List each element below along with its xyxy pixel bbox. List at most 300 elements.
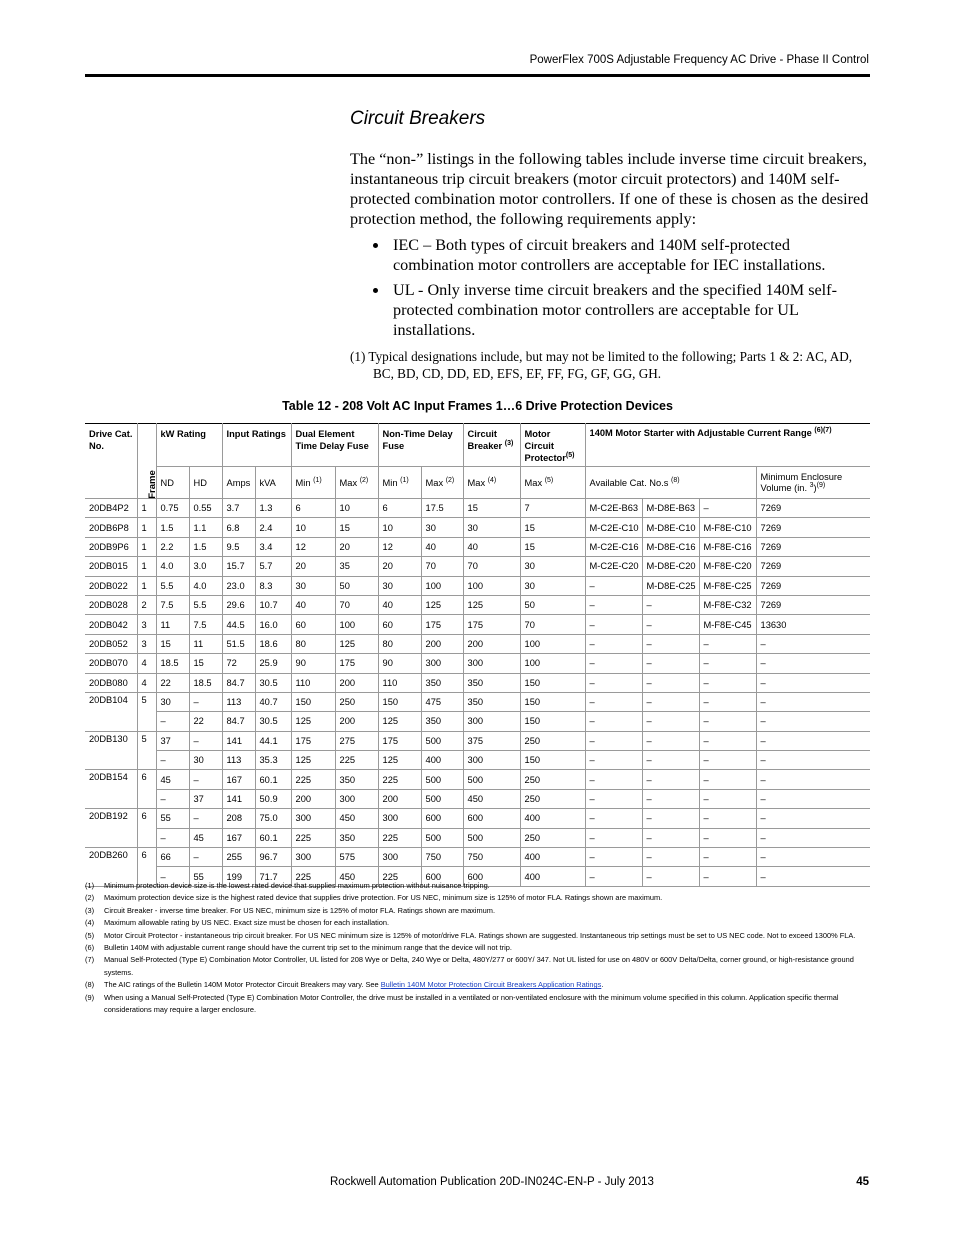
table-cell: 1 <box>137 518 156 537</box>
header-frame <box>137 424 156 499</box>
table-row <box>85 809 870 828</box>
table-cell: 22 <box>189 712 222 731</box>
table-cell: 37 <box>189 789 222 808</box>
table-row <box>85 654 870 673</box>
table-cell: 20DB070 <box>85 654 137 673</box>
table-cell: – <box>756 809 870 828</box>
table-cell: 75.0 <box>255 809 291 828</box>
table-cell: 150 <box>378 692 421 711</box>
table-cell: 30.5 <box>255 712 291 731</box>
header-circuit-breaker <box>463 424 520 467</box>
table-cell: 20DB154 <box>85 770 137 809</box>
table-cell: 10 <box>291 518 335 537</box>
subheader-min-label: Min <box>295 477 311 488</box>
table-cell: – <box>585 751 642 770</box>
table-cell: 750 <box>421 848 463 867</box>
table-cell: 7269 <box>756 595 870 614</box>
requirements-list <box>350 235 870 340</box>
table-cell: 475 <box>421 692 463 711</box>
table-cell: 208 <box>222 809 255 828</box>
table-cell: 0.75 <box>156 499 189 518</box>
section-title: Circuit Breakers <box>350 108 486 129</box>
table-cell: M-C2E-C10 <box>585 518 642 537</box>
table-cell: 4.0 <box>156 557 189 576</box>
table-cell: 17.5 <box>421 499 463 518</box>
table-cell: – <box>156 712 189 731</box>
table-cell: 9.5 <box>222 537 255 556</box>
table-cell: 60.1 <box>255 770 291 789</box>
footnote-ref: (6)(7) <box>814 426 832 434</box>
table-cell: 50 <box>520 595 585 614</box>
table-cell: M-D8E-B63 <box>642 499 699 518</box>
table-cell: 30.5 <box>255 673 291 692</box>
table-cell: M-D8E-C20 <box>642 557 699 576</box>
table-cell: 125 <box>291 712 335 731</box>
table-cell: M-F8E-C45 <box>699 615 756 634</box>
table-cell: 200 <box>463 634 520 653</box>
table-row <box>85 518 870 537</box>
table-cell: 30 <box>463 518 520 537</box>
header-motor-circuit-protector <box>520 424 585 467</box>
page-number: 45 <box>856 1176 869 1188</box>
footnote-text <box>104 917 870 929</box>
table-cell: 30 <box>378 576 421 595</box>
bullet-item-ul <box>350 280 870 340</box>
footnote-body: Circuit Breaker - inverse time breaker. For US NEC, minimum size is 125% of motor FLA. Ratings shown are maximum. <box>104 905 495 915</box>
table-cell: – <box>699 751 756 770</box>
table-cell: 250 <box>335 692 378 711</box>
table-cell: 250 <box>520 789 585 808</box>
table-body <box>85 499 870 887</box>
subheader-available-cat <box>585 467 756 499</box>
table-title: Table 12 - 208 Volt AC Input Frames 1…6 Drive Protection Devices <box>282 399 673 413</box>
table-header-row <box>85 424 870 467</box>
table-cell: 12 <box>378 537 421 556</box>
table-cell: 15 <box>335 518 378 537</box>
table-row <box>85 499 870 518</box>
footnote-number: (8) <box>85 980 95 990</box>
table-cell: – <box>642 770 699 789</box>
table-cell: 7269 <box>756 576 870 595</box>
footnote-text <box>104 930 870 942</box>
table-cell: 30 <box>421 518 463 537</box>
table-cell: – <box>585 789 642 808</box>
table-cell: M-D8E-C16 <box>642 537 699 556</box>
footnote <box>85 905 870 917</box>
table-cell: 375 <box>463 731 520 750</box>
table-cell: 20DB080 <box>85 673 137 692</box>
subheader-dual-min <box>291 467 335 499</box>
table-cell: 125 <box>291 751 335 770</box>
table-cell: 50 <box>335 576 378 595</box>
table-cell: 18.6 <box>255 634 291 653</box>
footnote-number: (9) <box>85 992 95 1002</box>
table-cell: – <box>756 692 870 711</box>
table-cell: 1.3 <box>255 499 291 518</box>
table-cell: 350 <box>463 673 520 692</box>
protection-table-wrap <box>85 423 870 887</box>
table-cell: 20 <box>335 537 378 556</box>
table-cell: – <box>642 809 699 828</box>
footnote-text <box>104 880 870 892</box>
table-cell: 30 <box>291 576 335 595</box>
footer-publication: Rockwell Automation Publication 20D-IN024C-EN-P - July 2013 <box>330 1176 654 1188</box>
footnote <box>85 979 870 991</box>
subheader-nd: ND <box>156 467 189 499</box>
table-cell: 44.1 <box>255 731 291 750</box>
table-row <box>85 828 870 847</box>
table-cell: 40 <box>421 537 463 556</box>
subheader-enclosure-close: ) <box>813 482 817 493</box>
table-cell: 96.7 <box>255 848 291 867</box>
table-cell: 10 <box>378 518 421 537</box>
table-cell: 500 <box>463 828 520 847</box>
table-cell: 255 <box>222 848 255 867</box>
table-cell: 125 <box>378 751 421 770</box>
table-cell: – <box>756 673 870 692</box>
subheader-cb-max <box>463 467 520 499</box>
footnote-body: Manual Self-Protected (Type E) Combination Motor Controller, UL listed for 208 Wye or Delta, 240 Wye or Delta, 480Y/277 or 600Y/ 347. Not UL listed for use on 480V or 600V Delta/Delta, corner ground, or high-resistance ground systems. <box>104 955 854 977</box>
footnote-text <box>104 905 870 917</box>
footnote-ref: (4) <box>487 476 497 484</box>
footnote-ref: (2) <box>445 476 455 484</box>
table-cell: – <box>699 789 756 808</box>
bullet-icon <box>373 243 378 248</box>
table-cell: – <box>585 692 642 711</box>
table-cell: 200 <box>378 789 421 808</box>
table-cell: 1 <box>137 557 156 576</box>
table-cell: 1 <box>137 576 156 595</box>
table-cell: 575 <box>335 848 378 867</box>
footnote-number: (6) <box>85 943 95 953</box>
table-cell: 350 <box>421 673 463 692</box>
table-cell: 250 <box>520 828 585 847</box>
footnote-ref: (1) <box>313 476 322 484</box>
table-cell: 250 <box>520 731 585 750</box>
table-cell: 150 <box>520 751 585 770</box>
footnote-number: (3) <box>85 905 95 915</box>
table-cell: 6 <box>137 770 156 809</box>
table-cell: M-F8E-C10 <box>699 518 756 537</box>
table-cell: – <box>642 615 699 634</box>
table-cell: – <box>585 867 642 886</box>
table-cell: – <box>585 809 642 828</box>
table-cell: – <box>585 576 642 595</box>
table-cell: 2 <box>137 595 156 614</box>
table-row <box>85 712 870 731</box>
table-cell: 20DB042 <box>85 615 137 634</box>
table-cell: 35.3 <box>255 751 291 770</box>
table-cell: 90 <box>378 654 421 673</box>
table-cell: 1.5 <box>156 518 189 537</box>
table-cell: 84.7 <box>222 673 255 692</box>
table-cell: 4 <box>137 654 156 673</box>
table-cell: 150 <box>291 692 335 711</box>
table-cell: 225 <box>291 867 335 886</box>
cubic-exponent: 3 <box>809 481 814 489</box>
table-cell: – <box>699 848 756 867</box>
table-cell: 600 <box>463 809 520 828</box>
table-cell: 350 <box>463 692 520 711</box>
table-cell: 200 <box>335 673 378 692</box>
table-cell: 175 <box>291 731 335 750</box>
table-cell: 3.0 <box>189 557 222 576</box>
table-cell: – <box>699 770 756 789</box>
table-cell: – <box>585 731 642 750</box>
table-cell: 90 <box>291 654 335 673</box>
subheader-max-label: Max <box>467 477 486 488</box>
header-frame-label: Frame <box>146 470 158 499</box>
table-cell: 141 <box>222 731 255 750</box>
table-row <box>85 770 870 789</box>
table-cell: 20DB022 <box>85 576 137 595</box>
header-circuit-breaker-label: Circuit Breaker <box>467 429 503 451</box>
table-cell: 6 <box>378 499 421 518</box>
table-cell: M-C2E-C16 <box>585 537 642 556</box>
table-cell: 175 <box>378 731 421 750</box>
header-drive-cat: Drive Cat. No. <box>85 424 137 499</box>
subheader-min-enclosure <box>756 467 870 499</box>
table-cell: 450 <box>335 809 378 828</box>
table-cell: 20DB192 <box>85 809 137 848</box>
table-cell: 5.5 <box>156 576 189 595</box>
footnote-body: The AIC ratings of the Bulletin 140M Motor Protector Circuit Breakers may vary. See <box>104 980 381 990</box>
table-cell: 199 <box>222 867 255 886</box>
table-cell: 600 <box>463 867 520 886</box>
table-cell: – <box>642 692 699 711</box>
subheader-amps: Amps <box>222 467 255 499</box>
table-cell: 125 <box>421 595 463 614</box>
table-cell: 16.0 <box>255 615 291 634</box>
table-cell: 300 <box>463 712 520 731</box>
table-cell: M-D8E-C25 <box>642 576 699 595</box>
table-cell: 7269 <box>756 557 870 576</box>
table-cell: 150 <box>520 692 585 711</box>
table-cell: – <box>189 770 222 789</box>
bullet-item-iec <box>350 235 870 275</box>
subheader-ntd-max <box>421 467 463 499</box>
table-cell: 225 <box>291 828 335 847</box>
table-cell: 300 <box>335 789 378 808</box>
table-cell: – <box>156 751 189 770</box>
table-cell: 7.5 <box>156 595 189 614</box>
table-cell: 300 <box>463 751 520 770</box>
table-cell: 30 <box>189 751 222 770</box>
header-kw-rating: kW Rating <box>156 424 222 467</box>
table-cell: 6.8 <box>222 518 255 537</box>
table-cell: – <box>699 673 756 692</box>
table-cell: 60 <box>378 615 421 634</box>
header-mcp-label: Motor Circuit Protector <box>524 429 566 463</box>
table-cell: 175 <box>421 615 463 634</box>
table-cell: 125 <box>378 712 421 731</box>
table-row <box>85 789 870 808</box>
table-cell: 1 <box>137 499 156 518</box>
running-header: PowerFlex 700S Adjustable Frequency AC Drive - Phase II Control <box>529 54 869 66</box>
table-cell: 225 <box>378 828 421 847</box>
footnote-number: (4) <box>85 918 95 928</box>
table-cell: 450 <box>463 789 520 808</box>
table-cell: 18.5 <box>156 654 189 673</box>
table-cell: 100 <box>520 634 585 653</box>
table-cell: 20 <box>378 557 421 576</box>
table-cell: 22 <box>156 673 189 692</box>
table-cell: 3 <box>137 634 156 653</box>
table-cell: – <box>756 828 870 847</box>
table-cell: – <box>156 789 189 808</box>
table-cell: M-C2E-B63 <box>585 499 642 518</box>
table-cell: 29.6 <box>222 595 255 614</box>
table-cell: 100 <box>520 654 585 673</box>
footnote-ref: (5) <box>565 451 575 459</box>
table-cell: 350 <box>335 770 378 789</box>
subheader-max-label: Max <box>425 477 444 488</box>
footnote-text <box>104 942 870 954</box>
table-cell: 5 <box>137 692 156 731</box>
table-cell: M-F8E-C20 <box>699 557 756 576</box>
table-cell: 113 <box>222 692 255 711</box>
table-cell: 300 <box>463 654 520 673</box>
table-cell: – <box>699 731 756 750</box>
header-non-time-delay-fuse: Non-Time Delay Fuse <box>378 424 463 467</box>
footnote <box>85 954 870 979</box>
table-cell: – <box>756 789 870 808</box>
table-cell: 141 <box>222 789 255 808</box>
footnote-body: Maximum protection device size is the highest rated device that supplies drive protection. For US NEC, minimum size is 125% of motor FLA. Ratings shown are maximum. <box>104 893 663 903</box>
table-cell: – <box>699 634 756 653</box>
table-cell: 125 <box>463 595 520 614</box>
header-140m-starter <box>585 424 870 467</box>
footnote-ref: (8) <box>671 476 680 484</box>
table-cell: 175 <box>463 615 520 634</box>
table-cell: 45 <box>189 828 222 847</box>
table-cell: 72 <box>222 654 255 673</box>
table-cell: – <box>585 654 642 673</box>
table-cell: 10.7 <box>255 595 291 614</box>
application-ratings-link[interactable]: Bulletin 140M Motor Protection Circuit Breakers Application Ratings <box>380 980 602 990</box>
table-cell: 300 <box>378 809 421 828</box>
footnote-number: (1) <box>85 881 95 890</box>
table-cell: – <box>642 673 699 692</box>
footnote-body: Bulletin 140M with adjustable current range should have the current trip set to the minimum range that the device will not trip. <box>104 943 512 953</box>
table-cell: 350 <box>335 828 378 847</box>
table-cell: – <box>642 654 699 673</box>
table-cell: 110 <box>291 673 335 692</box>
table-cell: 175 <box>335 654 378 673</box>
table-cell: M-F8E-C16 <box>699 537 756 556</box>
footnotes <box>85 880 870 1016</box>
table-cell: – <box>642 828 699 847</box>
table-cell: 400 <box>520 848 585 867</box>
table-row <box>85 673 870 692</box>
table-cell: – <box>699 499 756 518</box>
table-cell: – <box>699 867 756 886</box>
table-cell: 30 <box>520 557 585 576</box>
table-cell: 450 <box>335 867 378 886</box>
table-row <box>85 576 870 595</box>
bullet-text: IEC – Both types of circuit breakers and 140M self-protected combination motor controllers are acceptable for IEC installations. <box>393 236 826 274</box>
table-cell: – <box>756 770 870 789</box>
table-cell: 55 <box>156 809 189 828</box>
table-cell: 300 <box>378 848 421 867</box>
table-cell: – <box>756 634 870 653</box>
footnote-ref: (3) <box>504 439 514 447</box>
table-cell: 15 <box>189 654 222 673</box>
table-cell: 6 <box>137 809 156 848</box>
table-cell: 5.7 <box>255 557 291 576</box>
table-cell: 51.5 <box>222 634 255 653</box>
subheader-mcp-max <box>520 467 585 499</box>
footnote <box>85 917 870 929</box>
subheader-max-label: Max <box>524 477 543 488</box>
table-cell: 225 <box>378 867 421 886</box>
table-cell: 37 <box>156 731 189 750</box>
table-cell: 60.1 <box>255 828 291 847</box>
table-cell: M-F8E-C25 <box>699 576 756 595</box>
table-cell: 6 <box>291 499 335 518</box>
table-cell: 2.2 <box>156 537 189 556</box>
table-cell: – <box>585 673 642 692</box>
bullet-text: UL - Only inverse time circuit breakers and the specified 140M self-protected combination motor controllers are acceptable for UL installations. <box>393 281 837 339</box>
subheader-kva: kVA <box>255 467 291 499</box>
subheader-dual-max <box>335 467 378 499</box>
table-cell: 2.4 <box>255 518 291 537</box>
table-cell: 275 <box>335 731 378 750</box>
table-cell: 125 <box>335 634 378 653</box>
table-cell: 10 <box>335 499 378 518</box>
designations-note: (1) Typical designations include, but may not be limited to the following; Parts 1 & 2: AC, AD, BC, BD, CD, DD, ED, EFS, EF, FF, FG, GF, GG, GH. <box>350 349 853 381</box>
table-cell: 750 <box>463 848 520 867</box>
protection-table <box>85 423 870 887</box>
table-row <box>85 751 870 770</box>
footnote <box>85 892 870 904</box>
table-cell: 100 <box>463 576 520 595</box>
footnote-text <box>104 992 870 1017</box>
table-cell: 1.1 <box>189 518 222 537</box>
table-cell: 7269 <box>756 518 870 537</box>
footnote-body: When using a Manual Self-Protected (Type E) Combination Motor Controller, the drive must be installed in a ventilated or non-ventilated enclosure with the minimum volume specified in this column. Application specific thermal considerations may require a larger enclosure. <box>104 992 839 1015</box>
footnote-text <box>104 979 870 991</box>
table-cell: – <box>699 828 756 847</box>
table-cell: 150 <box>520 673 585 692</box>
table-cell: – <box>585 828 642 847</box>
table-cell: – <box>642 731 699 750</box>
table-cell: 500 <box>421 770 463 789</box>
footnote-text <box>104 954 870 979</box>
table-cell: – <box>585 712 642 731</box>
table-cell: 18.5 <box>189 673 222 692</box>
table-cell: 3.7 <box>222 499 255 518</box>
table-cell: 20DB015 <box>85 557 137 576</box>
table-cell: – <box>756 867 870 886</box>
footnote-body: Motor Circuit Protector - instantaneous trip circuit breaker. For US NEC minimum size is 125% of motor/drive FLA. Ratings shown are suggested. Instantaneous trip settings must be set to US NEC code. Not to exceed 1300% FLA. <box>104 930 856 940</box>
subheader-max-label: Max <box>339 477 358 488</box>
table-cell: 7269 <box>756 537 870 556</box>
table-cell: 80 <box>291 634 335 653</box>
table-cell: – <box>585 770 642 789</box>
table-cell: 4 <box>137 673 156 692</box>
table-cell: 600 <box>421 809 463 828</box>
table-cell: 44.5 <box>222 615 255 634</box>
table-cell: 40.7 <box>255 692 291 711</box>
table-cell: 20DB130 <box>85 731 137 770</box>
table-row <box>85 692 870 711</box>
table-cell: 3 <box>137 615 156 634</box>
table-cell: 150 <box>520 712 585 731</box>
table-cell: 20DB104 <box>85 692 137 731</box>
subheader-enclosure-label: Minimum Enclosure Volume (in. <box>760 471 843 493</box>
table-cell: 113 <box>222 751 255 770</box>
